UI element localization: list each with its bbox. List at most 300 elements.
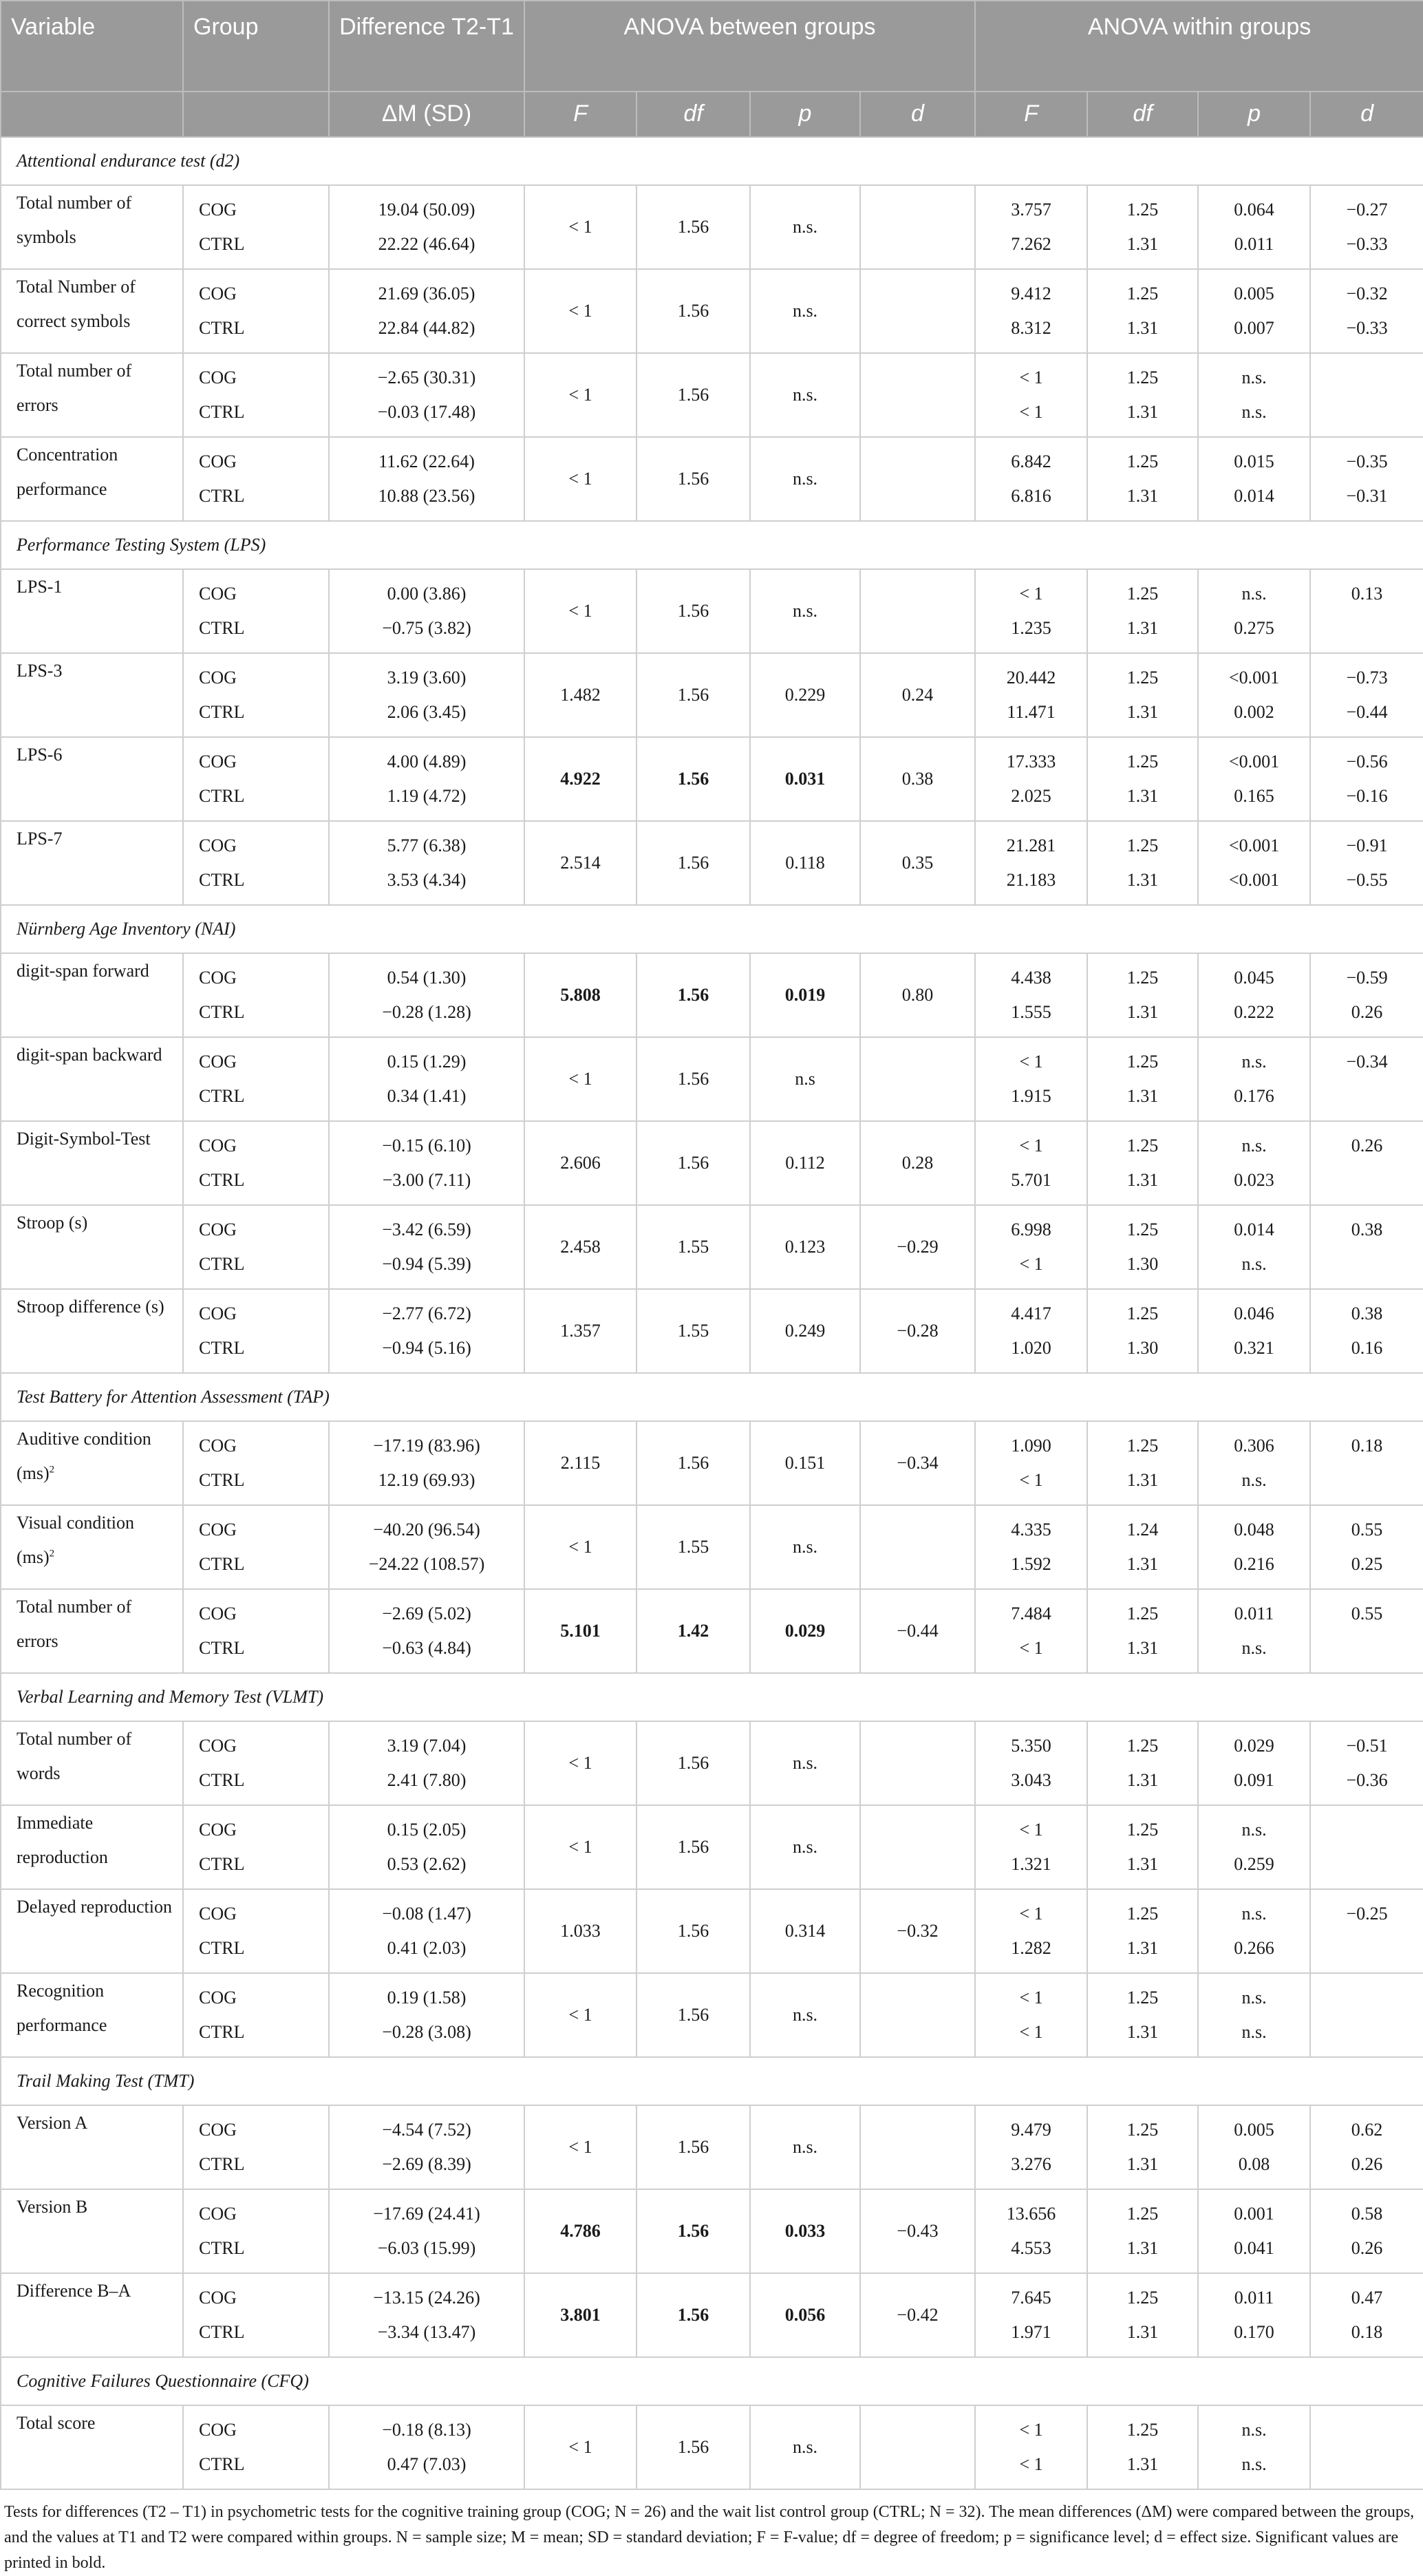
within-f-value: 4.438 [1011,968,1051,988]
mean-difference-cell [329,1205,524,1289]
within-p-value: <0.001 [1228,835,1280,855]
between-p-value: n.s. [792,217,818,237]
between-df-value: 1.56 [677,385,709,405]
between-df-cell [636,437,750,521]
within-df-value: 1.31 [1126,2154,1159,2174]
mean-difference-value: −0.63 (4.84) [382,1638,471,1658]
between-d-cell [860,185,975,269]
between-p-value: 0.118 [785,853,825,873]
within-p-cell [1198,2405,1310,2489]
between-p-cell [750,1205,860,1289]
within-d-value: −0.25 [1346,1904,1388,1924]
group-value: COG [199,2204,237,2224]
between-p-value: n.s. [792,469,818,489]
mean-difference-value: −17.69 (24.41) [373,2204,480,2224]
between-f-value: 5.808 [560,985,601,1005]
between-p-value: 0.056 [784,2305,826,2325]
mean-difference-value: −4.54 (7.52) [382,2120,471,2140]
within-df-cell [1087,1805,1198,1889]
between-d-cell [860,1721,975,1805]
within-d-cell [1310,437,1423,521]
between-f-cell [524,437,636,521]
between-df-cell [636,1205,750,1289]
between-p-value: 0.019 [784,985,826,1005]
within-p-value: n.s. [1241,1988,1267,2008]
within-d-value: 0.25 [1351,1554,1383,1574]
group-value: COG [199,2420,237,2440]
section-title: Nürnberg Age Inventory (NAI) [1,905,1423,953]
within-f-value: < 1 [1019,1820,1043,1840]
within-d-value [1320,611,1413,646]
mean-difference-value: −2.69 (5.02) [382,1604,471,1624]
between-f-cell [524,353,636,437]
mean-difference-value: 5.77 (6.38) [387,835,467,855]
between-d-cell [860,1589,975,1673]
within-df-value: 1.25 [1126,1052,1159,1072]
between-f-value: 1.482 [560,685,601,705]
between-p-value: 0.314 [784,1921,826,1941]
between-p-value: n.s. [792,601,818,621]
between-df-cell [636,1289,750,1373]
within-df-cell [1087,1205,1198,1289]
within-d-cell [1310,1205,1423,1289]
between-d-value: −0.28 [897,1321,939,1341]
within-p-value: 0.041 [1234,2238,1274,2258]
table-row [1,1721,1423,1805]
within-df-cell [1087,1037,1198,1121]
section-title: Cognitive Failures Questionnaire (CFQ) [1,2357,1423,2405]
within-d-value: 0.47 [1351,2288,1383,2308]
variable-cell [1,1589,183,1673]
within-d-cell [1310,1721,1423,1805]
within-df-cell [1087,2405,1198,2489]
between-d-cell [860,2189,975,2273]
within-p-value: n.s. [1241,2454,1267,2474]
between-f-value: 3.801 [560,2305,601,2325]
mean-difference-value: 0.47 (7.03) [387,2454,467,2474]
between-p-cell [750,2405,860,2489]
between-p-value: n.s. [792,301,818,321]
group-value: CTRL [199,1770,245,1790]
within-d-value: 0.38 [1351,1220,1383,1239]
within-f-value: 6.998 [1011,1220,1051,1239]
within-p-value: 0.165 [1234,786,1274,806]
variable-cell [1,437,183,521]
mean-difference-value: −40.20 (96.54) [373,1520,480,1540]
within-d-value: −0.51 [1346,1736,1388,1756]
mean-difference-cell [329,353,524,437]
within-f-cell [975,2273,1087,2357]
mean-difference-value: 3.53 (4.34) [387,870,467,890]
subheader-between-p: p [750,92,860,137]
within-d-cell [1310,1505,1423,1589]
between-d-value: −0.42 [897,2305,939,2325]
between-df-cell [636,1973,750,2057]
variable-label: Digit-Symbol-Test [17,1129,151,1149]
table-row [1,1205,1423,1289]
within-d-value: 0.62 [1351,2120,1383,2140]
within-p-cell [1198,1289,1310,1373]
within-df-value: 1.25 [1126,2288,1159,2308]
within-f-cell [975,1805,1087,1889]
group-value: CTRL [199,870,245,890]
between-df-cell [636,185,750,269]
mean-difference-cell [329,1037,524,1121]
within-d-cell [1310,1805,1423,1889]
between-f-value: < 1 [568,601,592,621]
between-df-cell [636,1805,750,1889]
within-df-value: 1.25 [1126,2420,1159,2440]
within-d-value: 0.26 [1351,2238,1383,2258]
mean-difference-value: −2.77 (6.72) [382,1303,471,1323]
table-footnote: Tests for differences (T2 – T1) in psychometric tests for the cognitive training group (COG; N = 26) and the wait list control group (CTRL; N = 32). The mean differences (ΔM) were compared between the groups, and the values at T1 and T2 were compared within groups. N = sample size; M = mean; SD = standard deviation; F = F-value; df = degree of freedom; p = significance level; d = effect size. Significant values are printed in bold. [4,2503,1415,2572]
mean-difference-value: 4.00 (4.89) [387,752,467,771]
within-df-value: 1.25 [1126,1136,1159,1156]
section-title: Trail Making Test (TMT) [1,2057,1423,2105]
group-value: COG [199,284,237,304]
between-f-value: 5.101 [560,1621,601,1641]
mean-difference-value: 2.06 (3.45) [387,702,467,722]
mean-difference-value: −0.28 (3.08) [382,2022,471,2042]
between-df-cell [636,821,750,905]
mean-difference-value: −24.22 (108.57) [368,1554,485,1574]
mean-difference-cell [329,1121,524,1205]
variable-cell [1,269,183,353]
within-p-value: 0.014 [1234,486,1274,506]
group-value: CTRL [199,1338,245,1358]
within-f-cell [975,1121,1087,1205]
group-value: COG [199,835,237,855]
within-df-cell [1087,953,1198,1037]
within-df-value: 1.25 [1126,1604,1159,1624]
variable-cell [1,569,183,653]
mean-difference-value: −0.94 (5.39) [382,1254,471,1274]
within-f-value: 6.842 [1011,451,1051,471]
within-d-value: −0.56 [1346,752,1388,771]
between-df-value: 1.56 [677,1069,709,1089]
within-p-value: 0.222 [1234,1002,1274,1022]
group-cell [183,2189,329,2273]
group-cell [183,1121,329,1205]
between-d-cell [860,437,975,521]
within-p-value: 0.321 [1234,1338,1274,1358]
between-df-value: 1.56 [677,1753,709,1773]
variable-cell [1,1973,183,2057]
group-cell [183,2105,329,2189]
between-p-cell [750,2273,860,2357]
mean-difference-value: 12.19 (69.93) [378,1470,475,1490]
within-df-cell [1087,2189,1198,2273]
mean-difference-cell [329,269,524,353]
within-p-value: n.s. [1241,1136,1267,1156]
between-p-cell [750,1721,860,1805]
within-df-cell [1087,1505,1198,1589]
group-value: CTRL [199,1470,245,1490]
within-d-value: −0.73 [1346,668,1388,688]
between-p-cell [750,653,860,737]
between-f-value: < 1 [568,217,592,237]
section-row [1,1373,1423,1421]
within-f-value: 3.757 [1011,200,1051,220]
table-row [1,1505,1423,1589]
within-df-value: 1.31 [1126,1002,1159,1022]
between-df-cell [636,653,750,737]
between-p-cell [750,1805,860,1889]
within-d-cell [1310,569,1423,653]
variable-cell [1,2189,183,2273]
within-d-value [1320,1247,1413,1281]
within-f-cell [975,2189,1087,2273]
within-d-value: −0.44 [1346,702,1388,722]
within-f-value: < 1 [1019,1136,1043,1156]
variable-label: Difference B–A [17,2281,131,2301]
within-p-value: 0.275 [1234,618,1274,638]
header-difference: Difference T2-T1 [329,1,524,92]
mean-difference-value: 0.00 (3.86) [387,584,467,604]
within-p-value: 0.306 [1234,1436,1274,1456]
within-df-value: 1.31 [1126,1854,1159,1874]
header-group: Group [183,1,329,92]
within-p-value: 0.259 [1234,1854,1274,1874]
within-d-value [1320,361,1413,395]
variable-cell [1,1289,183,1373]
between-d-cell [860,2405,975,2489]
mean-difference-cell [329,2189,524,2273]
within-d-value: −0.59 [1346,968,1388,988]
between-f-cell [524,1505,636,1589]
mean-difference-cell [329,1421,524,1505]
table-row [1,1421,1423,1505]
within-p-value: n.s. [1241,1904,1267,1924]
between-f-value: < 1 [568,1753,592,1773]
variable-cell [1,353,183,437]
between-f-cell [524,569,636,653]
group-value: CTRL [199,618,245,638]
within-df-value: 1.31 [1126,618,1159,638]
group-value: COG [199,1820,237,1840]
subheader-between-d: d [860,92,975,137]
between-f-cell [524,2189,636,2273]
subheader-within-p: p [1198,92,1310,137]
variable-label: LPS-7 [17,829,63,849]
variable-label: Auditive condition (ms) [17,1429,151,1483]
within-f-value: < 1 [1019,402,1043,422]
mean-difference-cell [329,2273,524,2357]
between-df-value: 1.56 [677,469,709,489]
within-f-cell [975,1289,1087,1373]
between-df-cell [636,737,750,821]
within-d-value: −0.32 [1346,284,1388,304]
within-df-value: 1.25 [1126,368,1159,387]
mean-difference-value: 0.15 (1.29) [387,1052,467,1072]
between-p-cell [750,269,860,353]
group-cell [183,1289,329,1373]
within-df-value: 1.25 [1126,752,1159,771]
within-df-value: 1.25 [1126,835,1159,855]
group-value: COG [199,1436,237,1456]
within-df-value: 1.31 [1126,1938,1159,1958]
between-p-cell [750,1505,860,1589]
mean-difference-value: −17.19 (83.96) [373,1436,480,1456]
within-p-value: n.s. [1241,1470,1267,1490]
table-row [1,1121,1423,1205]
within-p-cell [1198,569,1310,653]
within-p-value: 0.170 [1234,2322,1274,2342]
within-p-cell [1198,1721,1310,1805]
between-f-cell [524,1205,636,1289]
within-p-cell [1198,1121,1310,1205]
group-value: CTRL [199,2238,245,2258]
between-f-value: 2.458 [560,1237,601,1257]
between-p-cell [750,1421,860,1505]
within-p-cell [1198,1505,1310,1589]
group-cell [183,1889,329,1973]
between-df-value: 1.56 [677,2437,709,2457]
group-value: CTRL [199,1254,245,1274]
variable-label: Total number of words [17,1729,132,1783]
between-p-value: 0.031 [784,769,826,789]
variable-label: Immediate reproduction [17,1813,108,1867]
group-value: CTRL [199,1638,245,1658]
within-f-value: < 1 [1019,1904,1043,1924]
section-row [1,2057,1423,2105]
within-p-value: n.s. [1241,1052,1267,1072]
group-value: CTRL [199,234,245,254]
within-f-value: 7.645 [1011,2288,1051,2308]
between-df-cell [636,1589,750,1673]
between-f-value: < 1 [568,2437,592,2457]
within-d-cell [1310,2105,1423,2189]
group-cell [183,737,329,821]
mean-difference-value: 10.88 (23.56) [378,486,475,506]
variable-label: LPS-3 [17,661,63,681]
section-title: Performance Testing System (LPS) [1,521,1423,569]
between-f-cell [524,2273,636,2357]
subheader-between-f: F [524,92,636,137]
within-df-value: 1.25 [1126,2120,1159,2140]
section-row [1,905,1423,953]
within-f-cell [975,2405,1087,2489]
between-p-value: n.s. [792,1837,818,1857]
group-cell [183,1721,329,1805]
group-value: COG [199,752,237,771]
within-p-cell [1198,1421,1310,1505]
variable-cell [1,185,183,269]
within-f-cell [975,437,1087,521]
within-d-cell [1310,1037,1423,1121]
mean-difference-cell [329,1889,524,1973]
within-d-value: 0.13 [1351,584,1383,604]
within-p-cell [1198,437,1310,521]
within-f-cell [975,1205,1087,1289]
within-d-cell [1310,653,1423,737]
between-df-value: 1.56 [677,769,709,789]
group-cell [183,185,329,269]
within-p-value: n.s. [1241,1820,1267,1840]
within-f-value: 1.321 [1011,1854,1051,1874]
group-cell [183,2273,329,2357]
table-row [1,2273,1423,2357]
mean-difference-value: −0.08 (1.47) [382,1904,471,1924]
within-d-value [1320,1079,1413,1114]
between-p-value: n.s [795,1069,815,1089]
table-row [1,1805,1423,1889]
within-p-value: 0.005 [1234,2120,1274,2140]
between-d-cell [860,1805,975,1889]
between-df-cell [636,1721,750,1805]
mean-difference-value: −3.42 (6.59) [382,1220,471,1239]
subheader-dm-sd: ΔM (SD) [329,92,524,137]
variable-cell [1,1505,183,1589]
table-row [1,653,1423,737]
mean-difference-cell [329,437,524,521]
within-df-cell [1087,1121,1198,1205]
within-f-cell [975,1889,1087,1973]
between-df-cell [636,1889,750,1973]
between-p-cell [750,1037,860,1121]
within-f-value: < 1 [1019,1988,1043,2008]
between-d-value: −0.43 [897,2221,939,2241]
table-row [1,353,1423,437]
between-df-cell [636,1421,750,1505]
between-f-value: < 1 [568,2137,592,2157]
group-value: CTRL [199,2154,245,2174]
within-p-cell [1198,1889,1310,1973]
between-p-cell [750,353,860,437]
footnote-marker: 2 [49,1548,55,1560]
within-f-value: 8.312 [1011,318,1051,338]
mean-difference-cell [329,1505,524,1589]
within-f-value: 4.417 [1011,1303,1051,1323]
mean-difference-value: 3.19 (3.60) [387,668,467,688]
between-p-cell [750,953,860,1037]
group-value: COG [199,2120,237,2140]
within-f-cell [975,2105,1087,2189]
between-f-cell [524,737,636,821]
within-df-value: 1.31 [1126,2022,1159,2042]
between-f-value: < 1 [568,1837,592,1857]
within-f-value: 2.025 [1011,786,1051,806]
within-d-value: 0.55 [1351,1604,1383,1624]
within-df-value: 1.31 [1126,2238,1159,2258]
between-f-value: 2.115 [560,1453,601,1473]
mean-difference-value: −3.00 (7.11) [382,1170,471,1190]
within-p-value: <0.001 [1228,752,1280,771]
within-p-value: <0.001 [1228,870,1280,890]
within-d-value: 0.55 [1351,1520,1383,1540]
table-row [1,1889,1423,1973]
section-title: Attentional endurance test (d2) [1,137,1423,185]
table-row [1,2189,1423,2273]
between-df-value: 1.55 [677,1237,709,1257]
table-row [1,821,1423,905]
within-p-value: 0.011 [1234,234,1274,254]
within-df-value: 1.30 [1126,1338,1159,1358]
group-value: COG [199,1604,237,1624]
group-cell [183,569,329,653]
within-f-cell [975,1505,1087,1589]
within-f-value: < 1 [1019,368,1043,387]
between-f-cell [524,269,636,353]
between-p-cell [750,569,860,653]
mean-difference-value: −2.65 (30.31) [377,368,476,387]
within-d-value: 0.18 [1351,1436,1383,1456]
within-p-cell [1198,653,1310,737]
between-d-value: 0.80 [901,985,934,1005]
within-p-value: 0.045 [1234,968,1274,988]
mean-difference-cell [329,653,524,737]
between-d-cell [860,269,975,353]
